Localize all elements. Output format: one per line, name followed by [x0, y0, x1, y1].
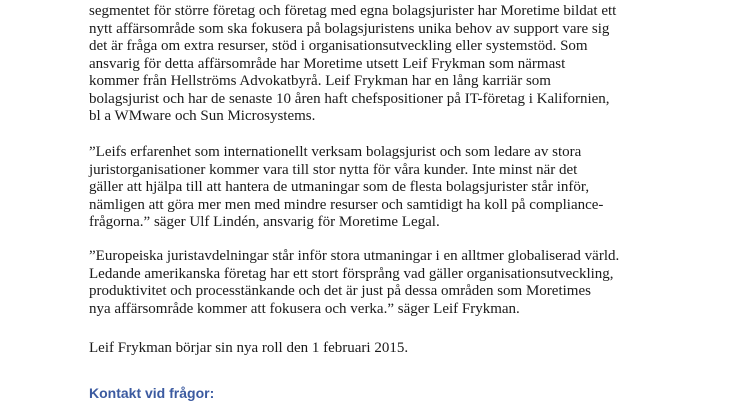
paragraph-start-date [89, 340, 729, 358]
text-line: produktivitet och processtänkande och det är just på dessa områden som Moretimes [89, 283, 591, 299]
text-line: kommer från Hellströms Advokatbyrå. Leif Frykman har en lång karriär som [89, 73, 551, 89]
text-line: gäller att hjälpa till att hantera de utmaningar som de flesta bolagsjurister står inför, [89, 179, 590, 195]
text-line: Ledande amerikanska företag har ett stort försprång vad gäller organisationsutveckling, [89, 265, 614, 282]
text-line: Leif Frykman börjar sin nya roll den 1 februari 2015. [89, 340, 409, 356]
text-line: det är fråga om extra resurser, stöd i organisationsutveckling eller systemstöd. Som [89, 38, 588, 54]
text-line: segmentet för större företag och företag med egna bolagsjurister har Moretime bildat ett [89, 3, 617, 19]
text-line: ”Leifs erfarenhet som internationellt verksam bolagsjurist och som ledare av stora [89, 144, 582, 160]
paragraph-quote-leif-frykman [89, 248, 729, 318]
paragraph-quote-ulf-linden [89, 144, 729, 232]
text-line: bolagsjurist och har de senaste 10 åren haft chefspositioner på IT-företag i Kalifornien, [89, 90, 610, 107]
text-line: nya affärsområde kommer att fokusera och verka.” säger Leif Frykman. [89, 300, 520, 317]
text-line: bl a WMware och Sun Microsystems. [89, 108, 316, 124]
text-line: ansvarig för detta affärsområde har Moretime utsett Leif Frykman som närmast [89, 55, 566, 72]
contact-heading: Kontakt vid frågor: [89, 385, 215, 401]
text-line: nämligen att göra mer men med mindre resurser och samtidigt ha koll på compliance- [89, 196, 604, 213]
text-line: frågorna.” säger Ulf Lindén, ansvarig för Moretime Legal. [89, 214, 440, 230]
text-line: ”Europeiska juristavdelningar står inför stora utmaningar i en alltmer globaliserad värld. [89, 248, 620, 264]
text-line: nytt affärsområde som ska fokusera på bolagsjuristens unika behov av support vare sig [89, 20, 610, 37]
text-line: juristorganisationer kommer vara till stor nytta för våra kunder. Inte minst när det [89, 161, 578, 178]
paragraph-business-area [89, 3, 729, 126]
